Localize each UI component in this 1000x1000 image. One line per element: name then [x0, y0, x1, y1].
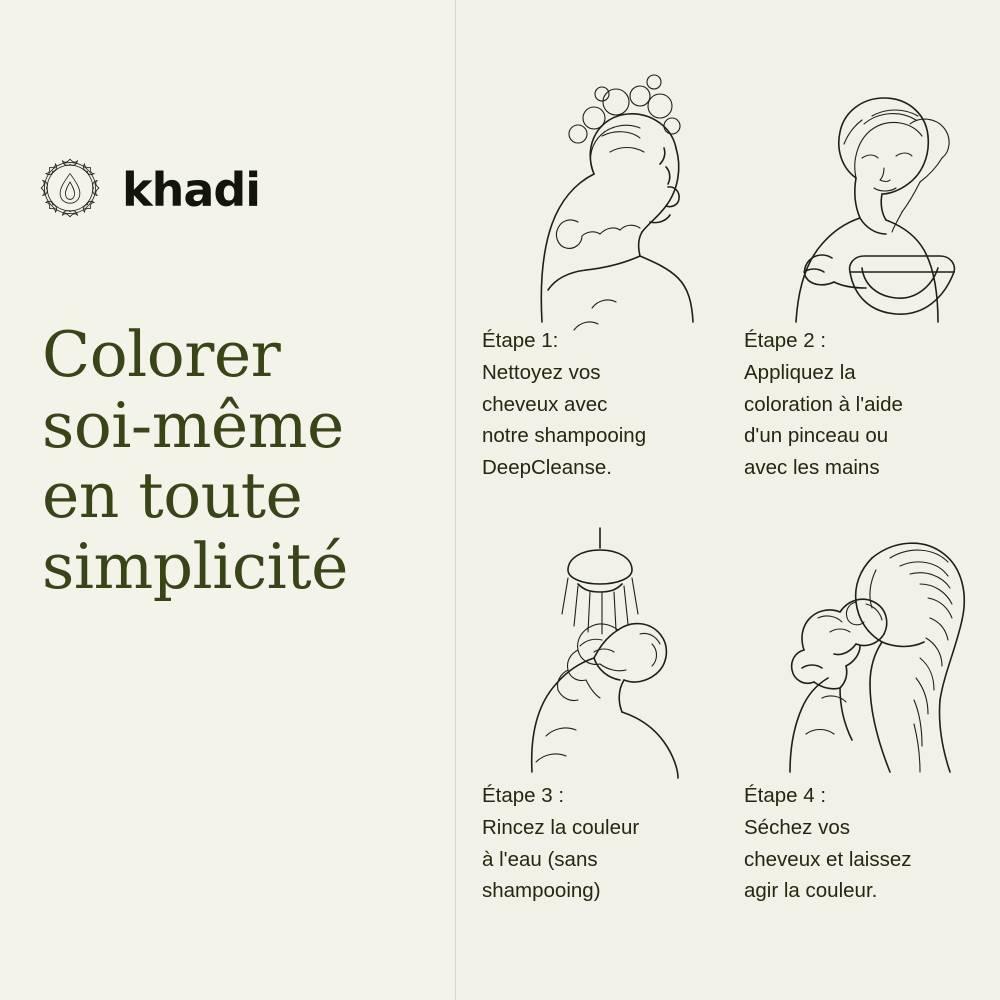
right-panel	[456, 0, 1000, 1000]
step-card-2	[744, 72, 994, 484]
headline-line-1: Colorer	[42, 318, 281, 391]
step-card-4	[744, 522, 994, 907]
step-2-text: Étape 2 : Appliquez la coloration à l'aide d'un pinceau ou avec les mains	[744, 329, 903, 480]
brand-logo	[32, 150, 260, 226]
woman-drying-hair-with-hairdryer-icon	[744, 522, 979, 772]
step-card-1	[482, 72, 732, 484]
step-card-3	[482, 522, 732, 907]
step-3-text: Étape 3 : Rincez la couleur à l'eau (sans shampooing)	[482, 784, 640, 903]
headline-line-3: en toute	[42, 459, 303, 533]
step-4-text: Étape 4 : Séchez vos cheveux et laissez agir la couleur.	[744, 784, 912, 903]
steps-grid	[456, 0, 1000, 1000]
woman-washing-hair-icon	[482, 72, 717, 317]
woman-applying-color-with-bowl-icon	[744, 72, 979, 317]
headline-line-2: soi-même	[42, 388, 344, 462]
page-title	[42, 320, 442, 602]
headline-line-4: simplicité	[42, 529, 348, 603]
step-1-text: Étape 1: Nettoyez vos cheveux avec notre shampooing DeepCleanse.	[482, 329, 647, 480]
khadi-ornamental-seal-icon	[32, 150, 108, 226]
brand-name: khadi	[122, 163, 261, 217]
woman-rinsing-hair-in-shower-icon	[482, 522, 717, 772]
left-panel	[0, 0, 455, 1000]
